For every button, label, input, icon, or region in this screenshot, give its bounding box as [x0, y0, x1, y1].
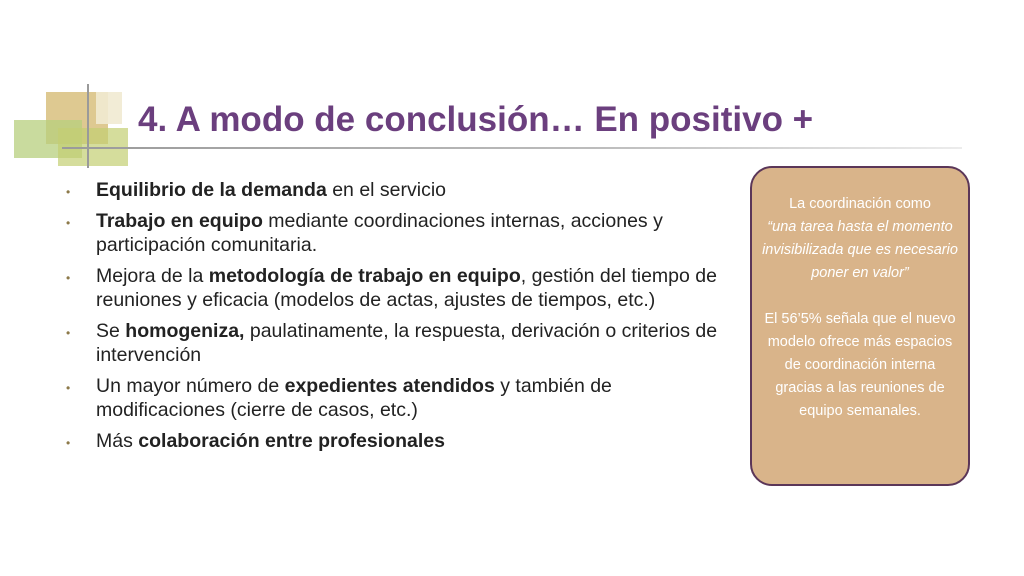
callout-quote: “una tarea hasta el momento invisibilizada que es necesario poner en valor” [762, 219, 958, 281]
bullet-text: , gestión del tiempo de reuniones y eficacia (modelos de actas, ajustes de tiempos, etc.) [96, 265, 717, 311]
bullet-text: mediante coordinaciones internas, acciones y participación comunitaria. [96, 210, 663, 256]
bullet-prefix: Se [96, 320, 126, 342]
callout-spacer [762, 285, 958, 308]
bullet-prefix: Un mayor número de [96, 375, 285, 397]
bullet-prefix: Mejora de la [96, 265, 209, 287]
bullet-icon: • [66, 216, 71, 230]
bullet-bold-text: Equilibrio de la demanda [96, 179, 327, 201]
decor-square-light [96, 92, 122, 124]
bullet-icon: • [66, 271, 71, 285]
callout-line: La coordinación como [789, 196, 931, 212]
decor-vertical-line [87, 84, 89, 168]
bullet-bold-text: Trabajo en equipo [96, 210, 263, 232]
bullet-list [62, 178, 732, 460]
bullet-item [62, 429, 732, 453]
title-underline [62, 147, 962, 149]
bullet-icon: • [66, 326, 71, 340]
bullet-bold-text: expedientes atendidos [284, 375, 495, 397]
bullet-prefix: Más [96, 430, 139, 452]
bullet-icon: • [66, 185, 71, 199]
bullet-text: paulatinamente, la respuesta, derivación o criterios de intervención [96, 320, 718, 366]
bullet-text: en el servicio [326, 179, 447, 201]
bullet-item [62, 374, 732, 422]
bullet-icon: • [66, 381, 71, 395]
bullet-bold-text: colaboración entre profesionales [138, 430, 445, 452]
bullet-item [62, 264, 732, 312]
callout-box [750, 166, 970, 486]
slide-title: 4. A modo de conclusión… En positivo + [138, 100, 814, 139]
bullet-text: y también de modificaciones (cierre de casos, etc.) [96, 375, 612, 421]
bullet-item [62, 209, 732, 257]
bullet-bold-text: homogeniza, [125, 320, 245, 342]
callout-statistic: El 56’5% señala que el nuevo modelo ofrece más espacios de coordinación interna gracias a las reuniones de equipo semanales. [764, 311, 956, 419]
bullet-item [62, 319, 732, 367]
bullet-icon: • [66, 436, 71, 450]
bullet-bold-text: metodología de trabajo en equipo [208, 265, 521, 287]
bullet-item [62, 178, 732, 202]
